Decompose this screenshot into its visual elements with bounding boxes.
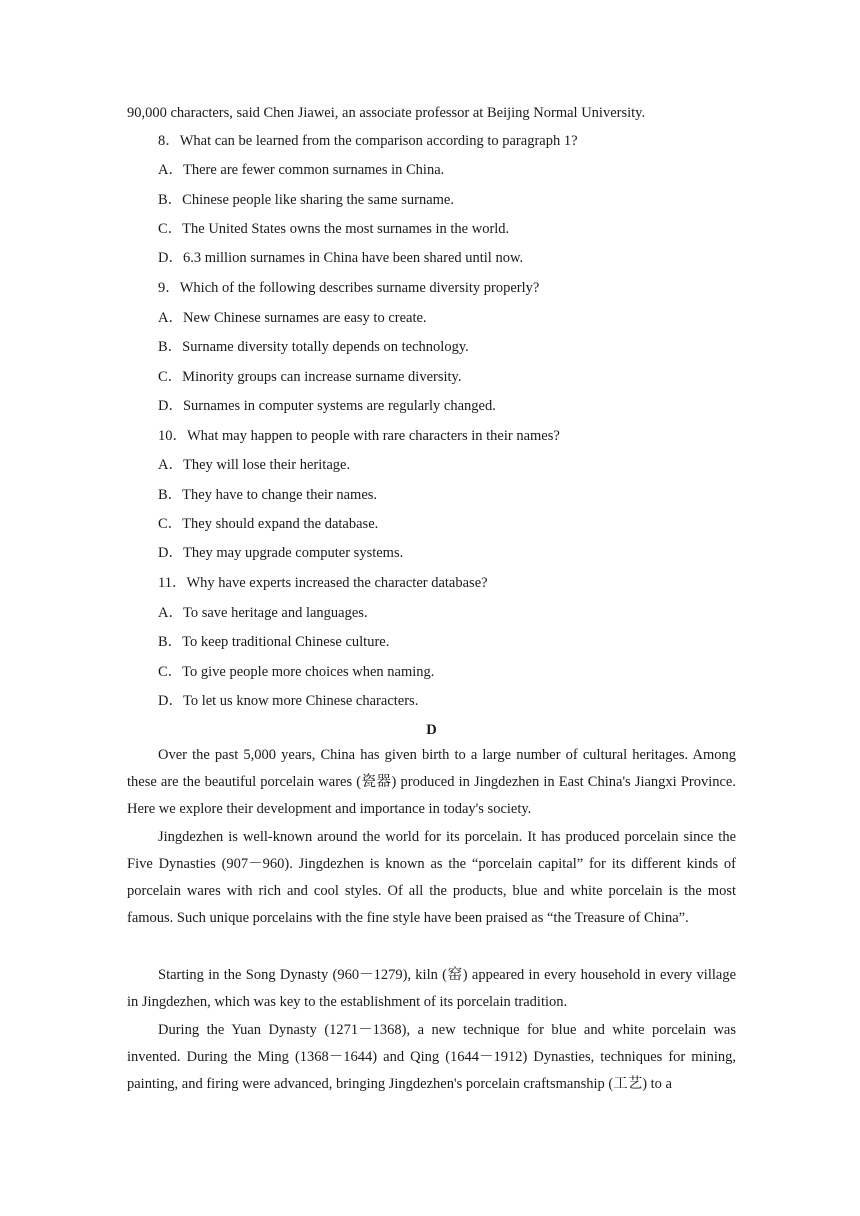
section-d-heading: D <box>426 722 437 738</box>
question-11-option-b: B．To keep traditional Chinese culture. <box>158 634 390 650</box>
passage-c-last-line: 90,000 characters, said Chen Jiawei, an associate professor at Beijing Normal University. <box>127 105 646 121</box>
section-d-paragraph-1: Over the past 5,000 years, China has given birth to a large number of cultural heritages. Among these are the beautiful porcelain wares (瓷器) produced in Jingdezhen in East China's Jiangxi Province. Here we explore their development and importance in today's society. <box>127 747 736 817</box>
question-11-stem: 11．Why have experts increased the character database? <box>158 575 488 591</box>
section-d-paragraph-2: Jingdezhen is well-known around the world for its porcelain. It has produced porcelain since the Five Dynasties (907－960). Jingdezhen is known as the “porcelain capital” for its different kinds of porcelain wares with rich and cool styles. Of all the products, blue and white porcelain is the most famous. Such unique porcelains with the fine style have been praised as “the Treasure of China”. <box>127 829 736 926</box>
question-8-stem: 8．What can be learned from the comparison according to paragraph 1? <box>158 133 578 149</box>
question-10-option-d: D．They may upgrade computer systems. <box>158 545 404 561</box>
question-11-option-d: D．To let us know more Chinese characters. <box>158 693 419 709</box>
question-11-option-c: C．To give people more choices when naming. <box>158 664 435 680</box>
question-10-option-c: C．They should expand the database. <box>158 516 379 532</box>
question-9-stem: 9．Which of the following describes surname diversity properly? <box>158 280 540 296</box>
question-8-option-d: D．6.3 million surnames in China have been shared until now. <box>158 250 524 266</box>
question-10-option-b: B．They have to change their names. <box>158 487 378 503</box>
question-9-option-b: B．Surname diversity totally depends on technology. <box>158 339 469 355</box>
question-8-option-b: B．Chinese people like sharing the same surname. <box>158 192 454 208</box>
section-d-paragraph-3: Starting in the Song Dynasty (960－1279), kiln (窑) appeared in every household in every village in Jingdezhen, which was key to the establishment of its porcelain tradition. <box>127 967 736 1010</box>
question-9-option-c: C．Minority groups can increase surname diversity. <box>158 369 462 385</box>
question-11-option-a: A．To save heritage and languages. <box>158 605 368 621</box>
question-10-option-a: A．They will lose their heritage. <box>158 457 351 473</box>
question-10-stem: 10．What may happen to people with rare characters in their names? <box>158 428 560 444</box>
question-8-option-a: A．There are fewer common surnames in China. <box>158 162 445 178</box>
question-8-option-c: C．The United States owns the most surnames in the world. <box>158 221 510 237</box>
section-d-paragraph-4: During the Yuan Dynasty (1271－1368), a new technique for blue and white porcelain was invented. During the Ming (1368－1644) and Qing (1644－1912) Dynasties, techniques for mining, painting, and firing were advanced, bringing Jingdezhen's porcelain craftsmanship (工艺) to a <box>127 1022 736 1092</box>
question-9-option-a: A．New Chinese surnames are easy to create. <box>158 310 427 326</box>
question-9-option-d: D．Surnames in computer systems are regularly changed. <box>158 398 496 414</box>
